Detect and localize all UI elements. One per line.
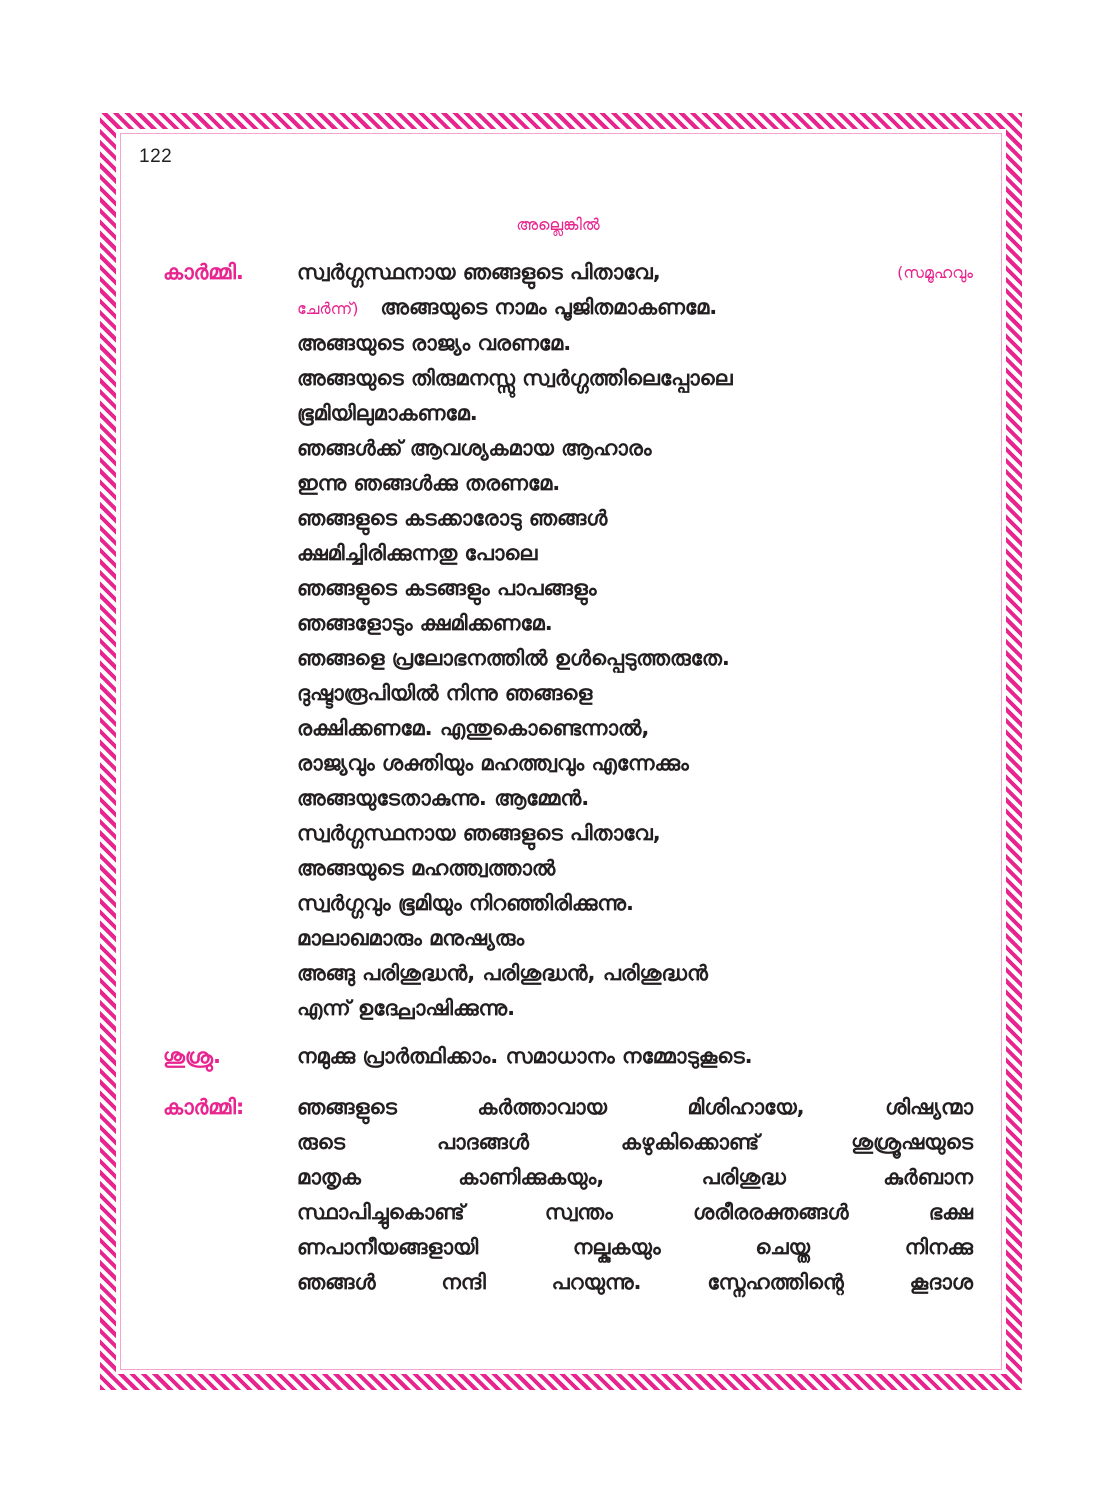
prayer-text: [297, 1090, 973, 1300]
prayer-line: ഞങ്ങൾ നന്ദി പറയുന്നു. സ്നേഹത്തിന്റെ കൂദാശ: [297, 1270, 973, 1294]
prayer-line-text: സ്വർഗ്ഗസ്ഥനായ ഞങ്ങളുടെ പിതാവേ,: [297, 260, 661, 284]
prayer-line: ണപാനീയങ്ങളായി നല്കുകയും ചെയ്ത നിനക്കു: [297, 1235, 973, 1259]
prayer-line: ഞങ്ങളുടെ കർത്താവായ മിശിഹായേ, ശിഷ്യന്മാ: [297, 1095, 973, 1119]
prayer-line: അങ്ങു പരിശുദ്ധൻ, പരിശുദ്ധൻ, പരിശുദ്ധൻ: [297, 961, 708, 985]
prayer-line-text: അങ്ങയുടെ നാമം പൂജിതമാകണമേ.: [380, 295, 718, 319]
prayer-line: ഞങ്ങൾക്ക് ആവശ്യകമായ ആഹാരം: [297, 436, 652, 460]
prayer-line: ഇന്നു ഞങ്ങൾക്കു തരണമേ.: [297, 471, 561, 495]
prayer-line: ഭൂമിയിലുമാകണമേ.: [297, 401, 478, 425]
prayer-text: [297, 255, 973, 1026]
prayer-line: അങ്ങയുടെ രാജ്യം വരണമേ.: [297, 331, 572, 355]
subheading-alternative: അല്ലെങ്കിൽ: [516, 215, 600, 234]
speaker-label: ശുശ്രു.: [163, 1044, 221, 1068]
prayer-line-second: [297, 290, 973, 326]
prayer-text: [297, 1039, 973, 1074]
rubric-instruction: ചേർന്ന്): [297, 299, 359, 318]
prayer-line: ഞങ്ങളെ പ്രലോഭനത്തിൽ ഉൾപ്പെടുത്തരുതേ.: [297, 646, 730, 670]
prayer-line: നമുക്കു പ്രാർത്ഥിക്കാം. സമാധാനം നമ്മോടുകൂടെ.: [297, 1044, 753, 1068]
prayer-line: ഞങ്ങളോടും ക്ഷമിക്കണമേ.: [297, 611, 553, 635]
prayer-line: മാതൃക കാണിക്കുകയും, പരിശുദ്ധ കുർബാന: [297, 1165, 973, 1189]
prayer-line: രാജ്യവും ശക്തിയും മഹത്ത്വവും എന്നേക്കും: [297, 751, 689, 775]
prayer-line: സ്വർഗ്ഗവും ഭൂമിയും നിറഞ്ഞിരിക്കുന്നു.: [297, 891, 634, 915]
speaker-label: കാർമ്മി:: [163, 1095, 245, 1119]
page-number: 122: [139, 146, 173, 167]
prayer-line: അങ്ങയുടെ തിരുമനസ്സു സ്വർഗ്ഗത്തിലെപ്പോലെ: [297, 366, 733, 390]
prayer-line-first: [297, 255, 973, 290]
prayer-line: രുടെ പാദങ്ങൾ കഴുകിക്കൊണ്ട് ശുശ്രൂഷയുടെ: [297, 1130, 973, 1154]
prayer-line: സ്ഥാപിച്ചുകൊണ്ട് സ്വന്തം ശരീരരക്തങ്ങൾ ഭക്ഷ: [297, 1200, 973, 1224]
prayer-line: അങ്ങയുടെ മഹത്ത്വത്താൽ: [297, 856, 556, 880]
prayer-line: രക്ഷിക്കണമേ. എന്തുകൊണ്ടെന്നാൽ,: [297, 716, 650, 740]
prayer-line: മാലാഖമാരും മനുഷ്യരും: [297, 926, 525, 950]
speaker-label: കാർമ്മി.: [163, 260, 244, 284]
prayer-line: ക്ഷമിച്ചിരിക്കുന്നതു പോലെ: [297, 541, 538, 565]
prayer-line: ഞങ്ങളുടെ കടക്കാരോടു ഞങ്ങൾ: [297, 506, 608, 530]
prayer-line: സ്വർഗ്ഗസ്ഥനായ ഞങ്ങളുടെ പിതാവേ,: [297, 821, 661, 845]
prayer-line: ദുഷ്ടാരൂപിയിൽ നിന്നു ഞങ്ങളെ: [297, 681, 593, 705]
prayer-line: ഞങ്ങളുടെ കടങ്ങളും പാപങ്ങളും: [297, 576, 597, 600]
prayer-line: അങ്ങയുടേതാകുന്നു. ആമ്മേൻ.: [297, 786, 590, 810]
prayer-line: എന്ന് ഉദ്ഘോഷിക്കുന്നു.: [297, 996, 516, 1020]
rubric-instruction: (സമൂഹവും: [897, 263, 973, 282]
